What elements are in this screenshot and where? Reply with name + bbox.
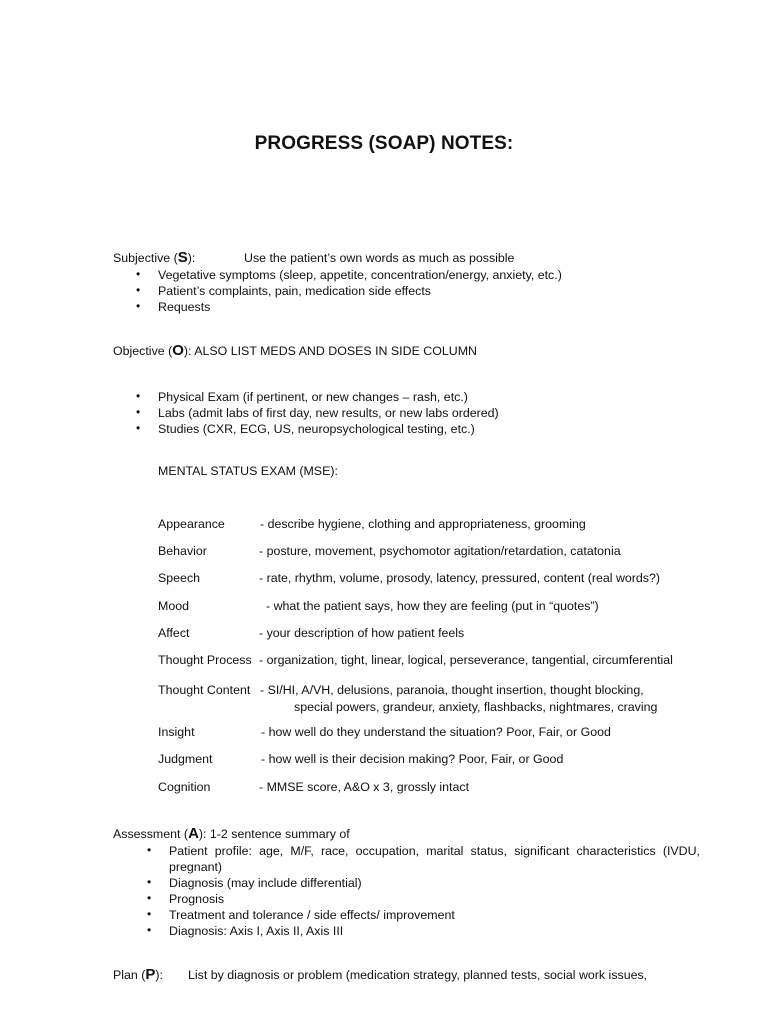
bullet-icon: • (136, 421, 141, 435)
subjective-letter: S (177, 249, 188, 266)
mse-label: Appearance (158, 517, 225, 531)
bullet-icon: • (147, 923, 152, 937)
plan-note: List by diagnosis or problem (medication strategy, planned tests, social work issues, (188, 968, 648, 982)
bullet-icon: • (147, 875, 152, 889)
bullet-icon: • (136, 267, 141, 281)
mse-description: - SI/HI, A/VH, delusions, paranoia, thought insertion, thought blocking, (260, 683, 644, 697)
assessment-letter: A (188, 825, 199, 842)
subjective-label-pre: Subjective ( (113, 251, 178, 265)
assessment-item: Treatment and tolerance / side effects/ improvement (169, 908, 455, 922)
mse-label: Affect (158, 626, 190, 640)
assessment-item-continued: pregnant) (169, 860, 223, 874)
assessment-heading (113, 826, 350, 842)
subjective-item: Requests (158, 300, 211, 314)
mse-description: - your description of how patient feels (259, 626, 465, 640)
mse-label: Judgment (158, 752, 213, 766)
mse-label: Thought Process (158, 653, 252, 667)
mse-description: - how well is their decision making? Poor, Fair, or Good (261, 752, 564, 766)
plan-letter: P (145, 966, 156, 983)
mse-description: - MMSE score, A&O x 3, grossly intact (259, 780, 470, 794)
mse-description: - posture, movement, psychomotor agitation/retardation, catatonia (259, 544, 621, 558)
assessment-label-pre: Assessment ( (113, 827, 189, 841)
plan-heading (113, 967, 163, 983)
objective-item: Studies (CXR, ECG, US, neuropsychological testing, etc.) (158, 422, 475, 436)
bullet-icon: • (136, 299, 141, 313)
bullet-icon: • (136, 283, 141, 297)
mse-label: Cognition (158, 780, 211, 794)
subjective-label-post: ): (187, 251, 196, 265)
subjective-heading (113, 250, 195, 266)
subjective-item: Patient’s complaints, pain, medication side effects (158, 284, 431, 298)
mse-label: Thought Content (158, 683, 251, 697)
mse-description-continued: special powers, grandeur, anxiety, flashbacks, nightmares, craving (294, 700, 658, 714)
subjective-note: Use the patient’s own words as much as possible (244, 251, 515, 265)
assessment-item: Diagnosis (may include differential) (169, 876, 362, 890)
bullet-icon: • (147, 907, 152, 921)
mse-label: Speech (158, 571, 201, 585)
objective-label-pre: Objective ( (113, 344, 173, 358)
assessment-item: Prognosis (169, 892, 225, 906)
bullet-icon: • (147, 843, 152, 857)
bullet-icon: • (136, 405, 141, 419)
plan-label-pre: Plan ( (113, 968, 146, 982)
mse-label: Insight (158, 725, 195, 739)
objective-item: Labs (admit labs of first day, new results, or new labs ordered) (158, 406, 499, 420)
assessment-item: Diagnosis: Axis I, Axis II, Axis III (169, 924, 344, 938)
objective-item: Physical Exam (if pertinent, or new changes – rash, etc.) (158, 390, 468, 404)
mse-description: - describe hygiene, clothing and appropriateness, grooming (260, 517, 586, 531)
mse-description: - organization, tight, linear, logical, perseverance, tangential, circumferential (259, 653, 673, 667)
subjective-item: Vegetative symptoms (sleep, appetite, concentration/energy, anxiety, etc.) (158, 268, 562, 282)
mse-label: Mood (158, 599, 189, 613)
plan-label-post: ): (155, 968, 163, 982)
objective-heading (113, 343, 477, 359)
bullet-icon: • (136, 389, 141, 403)
page-title: PROGRESS (SOAP) NOTES: (254, 133, 514, 154)
mse-description: - rate, rhythm, volume, prosody, latency, pressured, content (real words?) (259, 571, 661, 585)
assessment-label-post: ): 1-2 sentence summary of (198, 827, 350, 841)
mse-label: Behavior (158, 544, 207, 558)
bullet-icon: • (147, 891, 152, 905)
objective-letter: O (172, 342, 184, 359)
assessment-item: Patient profile: age, M/F, race, occupation, marital status, significant characteristics (IVDU, (169, 844, 700, 858)
mse-heading: MENTAL STATUS EXAM (MSE): (158, 464, 338, 478)
mse-description: - how well do they understand the situation? Poor, Fair, or Good (261, 725, 611, 739)
objective-label-post: ): ALSO LIST MEDS AND DOSES IN SIDE COLUMN (183, 344, 477, 358)
mse-description: - what the patient says, how they are feeling (put in “quotes”) (266, 599, 599, 613)
